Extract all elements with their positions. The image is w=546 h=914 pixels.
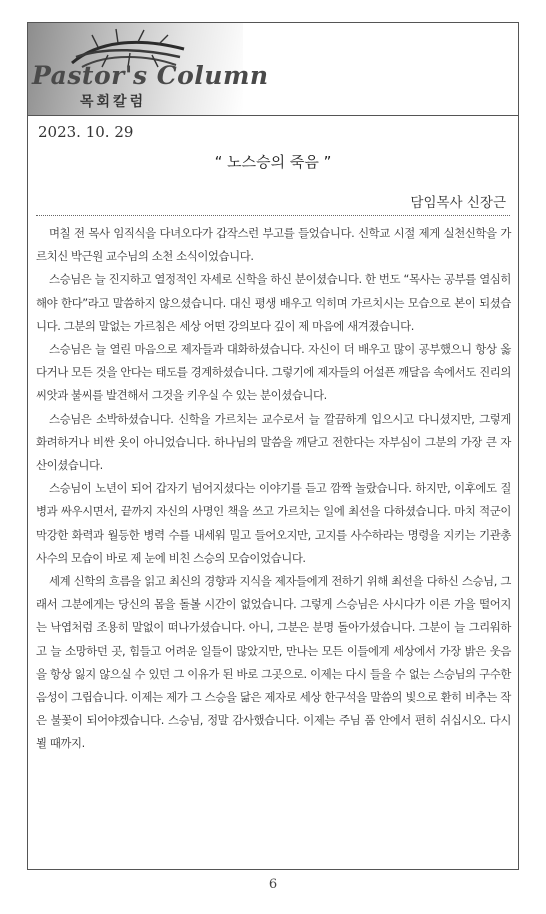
paragraph: 스승님은 늘 열린 마음으로 제자들과 대화하셨습니다. 자신이 더 배우고 많이 공부했으니 항상 옳다거나 모든 것을 안다는 태도를 경계하셨습니다. 그렇기에 제자들의 어설픈 깨달음 속에서도 진리의 씨앗과 불씨를 발견해서 그것을 키우실 수 있는 분이셨습니다.	[36, 342, 511, 403]
article-date: 2023. 10. 29	[38, 123, 134, 141]
article-body	[36, 222, 511, 756]
paragraph: 스승님이 노년이 되어 갑자기 넘어지셨다는 이야기를 듣고 깜짝 놀랐습니다. 하지만, 이후에도 질병과 싸우시면서, 끝까지 자신의 사명인 책을 쓰고 가르치는 일에 최선을 다하셨습니다. 마치 적군이 막강한 화력과 월등한 병력 수를 내세워 밀고 들어오지만, 고지를 사수하라는 명령을 지키는 기관총 사수의 모습이 바로 제 눈에 비친 스승의 모습이었습니다.	[36, 481, 511, 565]
paragraph: 세계 신학의 흐름을 읽고 최신의 경향과 지식을 제자들에게 전하기 위해 최선을 다하신 스승님, 그래서 그분에게는 당신의 몸을 돌볼 시간이 없었습니다. 그렇게 스승님은 사시다가 이른 가을 떨어지는 낙엽처럼 조용히 말없이 떠나가셨습니다. 아니, 그분은 분명 돌아가셨습니다. 그분이 늘 그리워하고 늘 소망하던 곳, 힘들고 어려운 일들이 많았지만, 만나는 모든 이들에게 세상에서 가장 밝은 웃음을 항상 잃지 않으실 수 있던 그 이유가 된 바로 그곳으로. 이제는 다시 들을 수 없는 스승님의 구수한 음성이 그립습니다. 이제는 제가 그 스승을 닮은 제자로 세상 한구석을 말씀의 빛으로 환히 비추는 작은 불꽃이 되어야겠습니다. 스승님, 정말 감사했습니다. 이제는 주님 품 안에서 편히 쉬십시오. 다시 뵐 때까지.	[36, 574, 511, 751]
article-author: 담임목사 신장근	[410, 195, 506, 211]
paragraph: 스승님은 늘 진지하고 열정적인 자세로 신학을 하신 분이셨습니다. 한 번도 “목사는 공부를 열심히 해야 한다”라고 말씀하지 않으셨습니다. 대신 평생 배우고 익히며 가르치시는 모습으로 본이 되셨습니다. 그분의 말없는 가르침은 세상 어떤 강의보다 깊이 제 마음에 새겨졌습니다.	[36, 272, 511, 333]
article-title: “ 노스승의 죽음 ”	[214, 153, 332, 171]
paragraph: 며칠 전 목사 임직식을 다녀오다가 갑작스런 부고를 들었습니다. 신학교 시절 제게 실천신학을 가르치신 박근원 교수님의 소천 소식이었습니다.	[36, 226, 511, 264]
column-subtitle: 목회칼럼	[80, 94, 147, 110]
header-banner	[28, 23, 269, 115]
column-header	[28, 23, 518, 116]
paragraph: 스승님은 소박하셨습니다. 신학을 가르치는 교수로서 늘 깔끔하게 입으시고 다니셨지만, 그렇게 화려하거나 비싼 옷이 아니었습니다. 하나님의 말씀을 깨닫고 전한다는 자부심이 그분의 가장 큰 자산이셨습니다.	[36, 411, 511, 473]
page-number: 6	[268, 877, 278, 892]
divider	[36, 215, 510, 216]
column-frame	[27, 22, 519, 870]
column-title: Pastor's Column	[32, 61, 269, 90]
